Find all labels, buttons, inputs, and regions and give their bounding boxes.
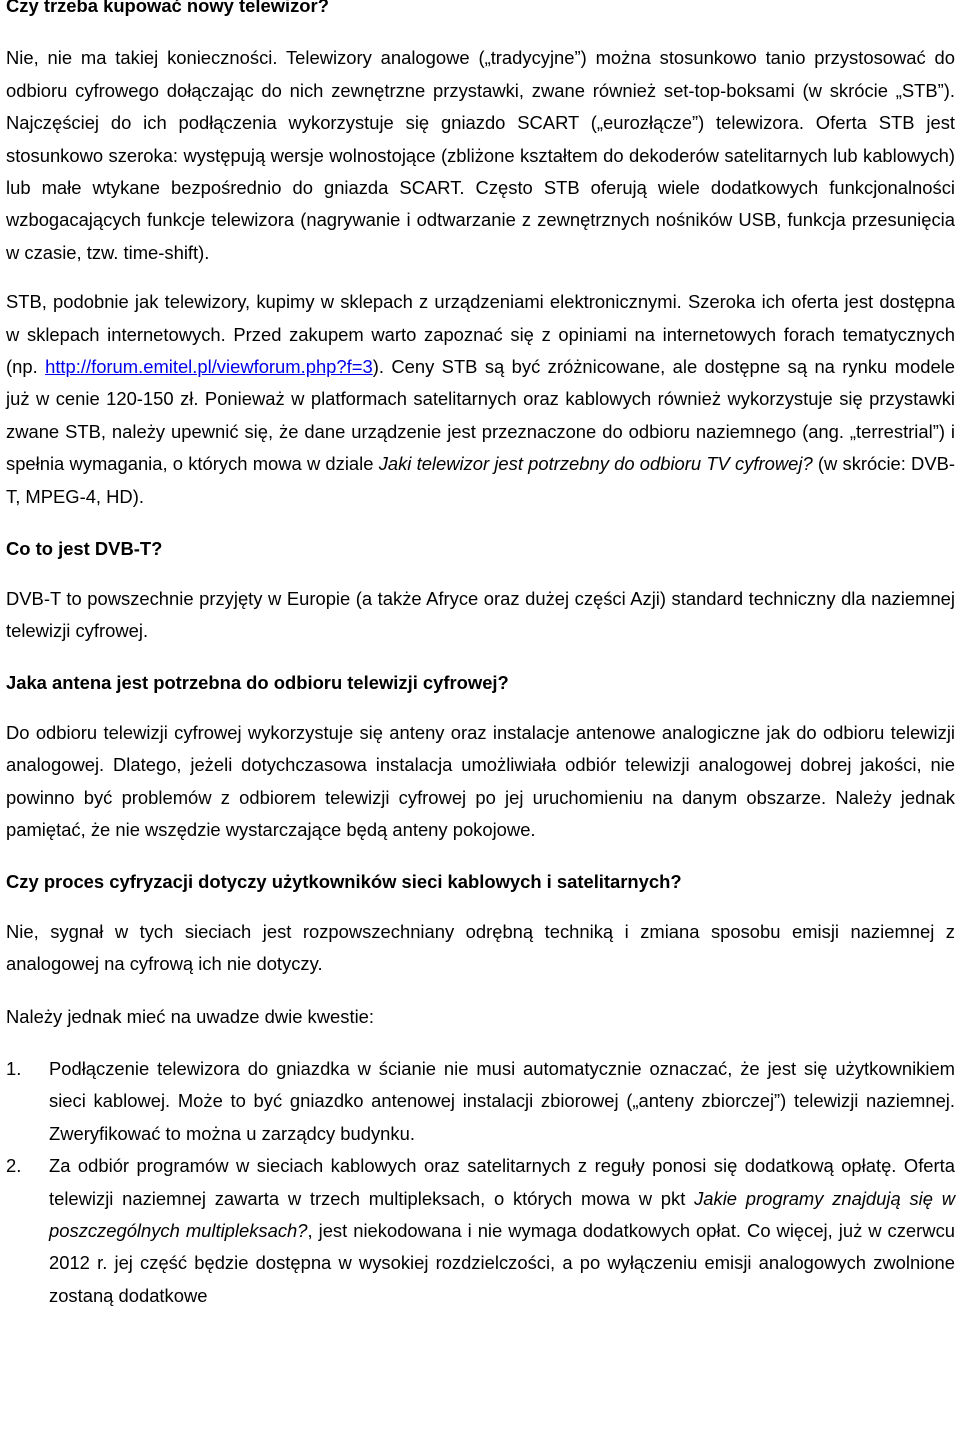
paragraph-cable-satellite: Nie, sygnał w tych sieciach jest rozpowszechniany odrębną techniką i zmiana sposobu emisji naziemnej z analogowej na cyfrową ich nie dotyczy. xyxy=(6,920,955,975)
paragraph-text: (w skrócie: DVB-T, MPEG-4, HD). xyxy=(6,453,955,507)
forum-link[interactable]: http://forum.emitel.pl/viewforum.php?f=3 xyxy=(45,356,373,378)
section-reference: Jaki telewizor jest potrzebny do odbioru TV cyfrowej? xyxy=(378,453,813,475)
list-number: 1. xyxy=(6,1057,22,1079)
paragraph-antenna: Do odbioru telewizji cyfrowej wykorzystuje się anteny oraz instalacje antenowe analogiczne jak do odbioru telewizji analogowej. Dlatego, jeżeli dotychczasowa instalacja umożliwiała odbiór telewizji analogowej dobrej jakości, nie powinno być problemów z odbiorem telewizji cyfrowej po jej uruchomieniu na danym obszarze. Należy jednak pamiętać, że nie wszędzie wystarczające będą anteny pokojowe. xyxy=(6,721,955,840)
heading-cable-satellite: Czy proces cyfryzacji dotyczy użytkowników sieci kablowych i satelitarnych? xyxy=(6,871,682,893)
list-item-text: , jest niekodowana i nie wymaga dodatkowych opłat. Co więcej, już w czerwcu 2012 r. jej część będzie dostępna w wysokiej rozdzielczości, a po wyłączeniu emisji analogowych zwolnione zostaną dodatkowe xyxy=(49,1220,955,1306)
paragraph-stb-shops xyxy=(6,286,955,513)
paragraph-dvbt: DVB-T to powszechnie przyjęty w Europie (a także Afryce oraz dużej części Azji) standard techniczny dla naziemnej telewizji cyfrowej. xyxy=(6,587,955,641)
list-item xyxy=(6,1053,955,1150)
paragraph-text: STB, podobnie jak telewizory, kupimy w sklepach z urządzeniami elektronicznymi. Szeroka ich oferta jest dostępna w sklepach internetowych. Przed zakupem warto zapoznać się z opiniami na internetowych forach tematycznych (np. xyxy=(6,291,955,378)
heading-what-is-dvbt: Co to jest DVB-T? xyxy=(6,538,163,560)
list-item-text: Podłączenie telewizora do gniazdka w ścianie nie musi automatycznie oznaczać, że jest się użytkownikiem sieci kablowej. Może to być gniazdko antenowej instalacji zbiorowej („anteny zbiorczej”) telewizji naziemnej. Zweryfikować to można u zarządcy budynku. xyxy=(49,1057,955,1144)
list-number: 2. xyxy=(6,1155,22,1177)
heading-buy-new-tv: Czy trzeba kupować nowy telewizor? xyxy=(6,0,329,16)
list-item-text: Za odbiór programów w sieciach kablowych oraz satelitarnych z reguły ponosi się dodatkową opłatę. Oferta telewizji naziemnej zawarta w trzech multipleksach, o których mowa w pkt xyxy=(49,1155,955,1209)
list-item xyxy=(6,1150,955,1312)
issues-list xyxy=(6,1053,955,1312)
section-reference: Jakie programy znajdują się w poszczególnych multipleksach? xyxy=(49,1187,955,1241)
paragraph-stb-intro: Nie, nie ma takiej konieczności. Telewizory analogowe („tradycyjne”) można stosunkowo tanio przystosować do odbioru cyfrowego dołączając do nich zewnętrzne przystawki, zwane również set-top-boksami (w skrócie „STB”). Najczęściej do ich podłączenia wykorzystuje się gniazdo SCART („eurozłącze”) telewizora. Oferta STB jest stosunkowo szeroka: występują wersje wolnostojące (zbliżone kształtem do dekoderów satelitarnych lub kablowych) lub małe wtykane bezpośrednio do gniazda SCART. Często STB oferują wiele dodatkowych funkcjonalności wzbogacających funkcje telewizora (nagrywanie i odtwarzanie z zewnętrznych nośników USB, funkcja przesunięcia w czasie, tzw. time-shift). xyxy=(6,47,955,263)
paragraph-two-issues: Należy jednak mieć na uwadze dwie kwestie: xyxy=(6,1005,374,1027)
paragraph-text: ). Ceny STB są być zróżnicowane, ale dostępne są na rynku modele już w cenie 120-150 zł. Ponieważ w platformach satelitarnych oraz kablowych również wykorzystuje się przystawki zwane STB, należy upewnić się, że dane urządzenie jest przeznaczone do odbioru naziemnego (ang. „terrestrial”) i spełnia wymagania, o których mowa w dziale xyxy=(6,356,955,475)
heading-antenna: Jaka antena jest potrzebna do odbioru telewizji cyfrowej? xyxy=(6,672,509,694)
